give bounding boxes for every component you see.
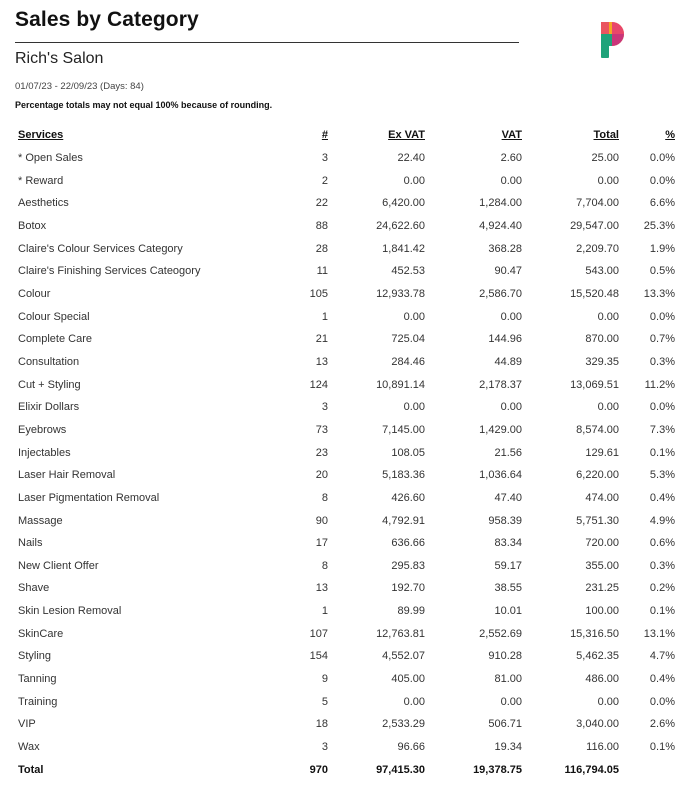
table-row bbox=[15, 147, 678, 170]
cell-ex-vat: 0.00 bbox=[403, 695, 425, 708]
salon-name: Rich's Salon bbox=[15, 50, 104, 67]
table-row bbox=[15, 600, 678, 623]
cell-ex-vat: 452.53 bbox=[391, 265, 425, 278]
cell-ex-vat: 24,622.60 bbox=[376, 219, 425, 232]
cell-total: 870.00 bbox=[585, 333, 619, 346]
cell-vat: 19.34 bbox=[494, 741, 522, 754]
rounding-note: Percentage totals may not equal 100% because of rounding. bbox=[15, 100, 273, 110]
cell-percent: 0.0% bbox=[649, 695, 675, 708]
table-row bbox=[15, 442, 678, 465]
total-label: Total bbox=[18, 763, 44, 776]
cell-percent: 0.0% bbox=[649, 310, 675, 323]
cell-count: 1 bbox=[321, 605, 328, 618]
cell-vat: 144.96 bbox=[488, 333, 522, 346]
cell-total: 543.00 bbox=[585, 265, 619, 278]
cell-vat: 2,178.37 bbox=[479, 378, 522, 391]
table-row bbox=[15, 555, 678, 578]
cell-service-name: SkinCare bbox=[18, 627, 64, 640]
cell-ex-vat: 12,763.81 bbox=[376, 627, 425, 640]
cell-vat: 47.40 bbox=[494, 491, 522, 504]
cell-vat: 2.60 bbox=[500, 152, 522, 164]
cell-vat: 44.89 bbox=[494, 355, 522, 368]
cell-vat: 1,284.00 bbox=[479, 197, 522, 210]
cell-count: 105 bbox=[309, 287, 328, 300]
cell-ex-vat: 725.04 bbox=[391, 333, 425, 346]
cell-count: 13 bbox=[315, 582, 328, 595]
table-total-row bbox=[15, 759, 678, 782]
cell-ex-vat: 0.00 bbox=[403, 401, 425, 414]
table-row bbox=[15, 396, 678, 419]
cell-service-name: Colour Special bbox=[18, 310, 90, 323]
cell-vat: 0.00 bbox=[500, 695, 522, 708]
table-header-row bbox=[15, 123, 678, 147]
table-row bbox=[15, 736, 678, 759]
cell-count: 5 bbox=[321, 695, 328, 708]
title-divider bbox=[15, 42, 519, 43]
table-row bbox=[15, 238, 678, 261]
cell-vat: 958.39 bbox=[488, 514, 522, 527]
cell-ex-vat: 10,891.14 bbox=[376, 378, 425, 391]
table-row bbox=[15, 464, 678, 487]
cell-service-name: Cut + Styling bbox=[18, 378, 81, 391]
table-row bbox=[15, 170, 678, 193]
cell-percent: 0.0% bbox=[649, 401, 675, 414]
cell-total: 0.00 bbox=[597, 401, 619, 414]
table-row bbox=[15, 419, 678, 442]
cell-percent: 13.1% bbox=[643, 627, 675, 640]
cell-count: 21 bbox=[315, 333, 328, 346]
cell-count: 11 bbox=[316, 265, 328, 278]
cell-total: 8,574.00 bbox=[576, 423, 619, 436]
cell-ex-vat: 4,792.91 bbox=[382, 514, 425, 527]
cell-service-name: Claire's Finishing Services Cateogory bbox=[18, 265, 201, 278]
col-header-total: Total bbox=[593, 129, 619, 141]
table-row bbox=[15, 192, 678, 215]
col-header-vat: VAT bbox=[501, 129, 522, 141]
cell-percent: 0.2% bbox=[649, 582, 675, 595]
cell-ex-vat: 295.83 bbox=[391, 559, 425, 572]
cell-percent: 5.3% bbox=[649, 469, 675, 482]
cell-vat: 90.47 bbox=[494, 265, 522, 278]
report-title: Sales by Category bbox=[15, 8, 199, 31]
cell-ex-vat: 89.99 bbox=[397, 605, 425, 618]
cell-total: 5,462.35 bbox=[576, 650, 619, 663]
cell-percent: 4.9% bbox=[649, 514, 675, 527]
cell-count: 9 bbox=[321, 673, 328, 686]
cell-service-name: * Reward bbox=[18, 174, 64, 187]
table-row bbox=[15, 532, 678, 555]
cell-count: 8 bbox=[321, 559, 328, 572]
cell-service-name: Botox bbox=[18, 219, 47, 232]
cell-percent: 11.2% bbox=[644, 378, 675, 391]
cell-service-name: Elixir Dollars bbox=[18, 401, 80, 414]
cell-service-name: Laser Hair Removal bbox=[18, 469, 116, 482]
cell-percent: 0.4% bbox=[649, 673, 675, 686]
cell-total: 15,520.48 bbox=[570, 287, 619, 300]
total-total: 116,794.05 bbox=[564, 763, 619, 776]
cell-ex-vat: 6,420.00 bbox=[382, 197, 425, 210]
cell-percent: 6.6% bbox=[649, 197, 675, 210]
cell-ex-vat: 7,145.00 bbox=[382, 423, 425, 436]
cell-count: 23 bbox=[315, 446, 328, 459]
cell-service-name: Tanning bbox=[18, 673, 57, 686]
cell-service-name: Massage bbox=[18, 514, 63, 527]
cell-vat: 2,586.70 bbox=[479, 287, 522, 300]
col-header-services: Services bbox=[18, 129, 64, 141]
cell-ex-vat: 0.00 bbox=[403, 310, 425, 323]
cell-total: 0.00 bbox=[597, 310, 619, 323]
cell-total: 720.00 bbox=[585, 537, 619, 550]
cell-total: 116.00 bbox=[586, 741, 619, 754]
cell-ex-vat: 192.70 bbox=[391, 582, 425, 595]
cell-ex-vat: 4,552.07 bbox=[382, 650, 425, 663]
p-logo-icon bbox=[594, 18, 630, 60]
cell-count: 90 bbox=[315, 514, 328, 527]
cell-vat: 38.55 bbox=[494, 582, 522, 595]
total-count: 970 bbox=[309, 763, 328, 776]
cell-ex-vat: 22.40 bbox=[397, 152, 425, 164]
cell-service-name: Claire's Colour Services Category bbox=[18, 242, 183, 255]
cell-percent: 0.1% bbox=[649, 605, 675, 618]
table-row bbox=[15, 328, 678, 351]
cell-vat: 2,552.69 bbox=[479, 627, 522, 640]
cell-vat: 0.00 bbox=[500, 174, 522, 187]
cell-count: 2 bbox=[321, 174, 328, 187]
table-row bbox=[15, 577, 678, 600]
cell-ex-vat: 405.00 bbox=[391, 673, 425, 686]
cell-percent: 7.3% bbox=[649, 423, 675, 436]
cell-count: 13 bbox=[315, 355, 328, 368]
table-row bbox=[15, 691, 678, 714]
cell-count: 73 bbox=[315, 423, 328, 436]
cell-service-name: Aesthetics bbox=[18, 197, 69, 210]
table-row bbox=[15, 713, 678, 736]
cell-percent: 1.9% bbox=[649, 242, 675, 255]
cell-service-name: Injectables bbox=[18, 446, 71, 459]
table-row bbox=[15, 374, 678, 397]
cell-service-name: Wax bbox=[18, 741, 40, 754]
cell-service-name: * Open Sales bbox=[18, 152, 83, 164]
cell-total: 13,069.51 bbox=[570, 378, 619, 391]
cell-percent: 0.1% bbox=[649, 741, 675, 754]
cell-service-name: Laser Pigmentation Removal bbox=[18, 491, 160, 504]
cell-percent: 0.3% bbox=[649, 355, 675, 368]
cell-ex-vat: 12,933.78 bbox=[376, 287, 425, 300]
table-row bbox=[15, 645, 678, 668]
cell-total: 6,220.00 bbox=[576, 469, 619, 482]
cell-vat: 368.28 bbox=[488, 242, 522, 255]
cell-vat: 1,036.64 bbox=[479, 469, 522, 482]
cell-service-name: Colour bbox=[18, 287, 51, 300]
table-row bbox=[15, 306, 678, 329]
cell-ex-vat: 636.66 bbox=[391, 537, 425, 550]
cell-service-name: Training bbox=[18, 695, 58, 708]
cell-percent: 4.7% bbox=[649, 650, 675, 663]
cell-service-name: Complete Care bbox=[18, 333, 92, 346]
cell-ex-vat: 0.00 bbox=[403, 174, 425, 187]
cell-vat: 0.00 bbox=[500, 310, 522, 323]
col-header-ex-vat: Ex VAT bbox=[388, 129, 425, 141]
sales-table bbox=[15, 123, 678, 781]
cell-total: 3,040.00 bbox=[576, 718, 619, 731]
cell-count: 88 bbox=[315, 219, 328, 232]
cell-count: 3 bbox=[321, 401, 328, 414]
cell-vat: 4,924.40 bbox=[479, 219, 522, 232]
cell-count: 107 bbox=[309, 627, 328, 640]
cell-total: 474.00 bbox=[585, 491, 619, 504]
cell-percent: 0.4% bbox=[649, 491, 675, 504]
cell-ex-vat: 1,841.42 bbox=[382, 242, 425, 255]
cell-count: 17 bbox=[315, 537, 328, 550]
cell-percent: 0.0% bbox=[649, 174, 675, 187]
total-percent bbox=[622, 759, 678, 782]
cell-total: 231.25 bbox=[585, 582, 619, 595]
table-row bbox=[15, 668, 678, 691]
cell-service-name: Styling bbox=[18, 650, 52, 663]
cell-count: 22 bbox=[315, 197, 328, 210]
cell-vat: 910.28 bbox=[488, 650, 522, 663]
cell-total: 486.00 bbox=[585, 673, 619, 686]
table-row bbox=[15, 351, 678, 374]
table-row bbox=[15, 215, 678, 238]
cell-count: 1 bbox=[321, 310, 328, 323]
total-ex-vat: 97,415.30 bbox=[376, 763, 425, 776]
cell-percent: 0.7% bbox=[649, 333, 675, 346]
cell-vat: 83.34 bbox=[494, 537, 522, 550]
cell-count: 124 bbox=[309, 378, 328, 391]
cell-total: 2,209.70 bbox=[576, 242, 619, 255]
cell-total: 129.61 bbox=[585, 446, 619, 459]
cell-percent: 13.3% bbox=[643, 287, 675, 300]
cell-ex-vat: 96.66 bbox=[397, 741, 425, 754]
cell-percent: 25.3% bbox=[643, 219, 675, 232]
cell-ex-vat: 284.46 bbox=[391, 355, 425, 368]
cell-total: 15,316.50 bbox=[570, 627, 619, 640]
table-row bbox=[15, 260, 678, 283]
cell-service-name: Shave bbox=[18, 582, 50, 595]
col-header-percent: % bbox=[665, 129, 675, 141]
cell-service-name: Skin Lesion Removal bbox=[18, 605, 122, 618]
date-range: 01/07/23 - 22/09/23 (Days: 84) bbox=[15, 81, 144, 92]
cell-ex-vat: 2,533.29 bbox=[382, 718, 425, 731]
cell-percent: 2.6% bbox=[649, 718, 675, 731]
cell-count: 8 bbox=[321, 491, 328, 504]
cell-count: 154 bbox=[309, 650, 328, 663]
cell-total: 329.35 bbox=[585, 355, 619, 368]
cell-total: 355.00 bbox=[585, 559, 619, 572]
cell-service-name: New Client Offer bbox=[18, 559, 99, 572]
cell-vat: 21.56 bbox=[494, 446, 522, 459]
col-header-count: # bbox=[321, 129, 328, 141]
cell-vat: 81.00 bbox=[494, 673, 522, 686]
table-row bbox=[15, 283, 678, 306]
table-row bbox=[15, 510, 678, 533]
cell-total: 25.00 bbox=[591, 152, 619, 164]
cell-ex-vat: 426.60 bbox=[391, 491, 425, 504]
cell-vat: 1,429.00 bbox=[479, 423, 522, 436]
cell-total: 100.00 bbox=[585, 605, 619, 618]
cell-service-name: Nails bbox=[18, 537, 43, 550]
cell-percent: 0.6% bbox=[649, 537, 675, 550]
cell-percent: 0.5% bbox=[649, 265, 675, 278]
cell-count: 3 bbox=[321, 152, 328, 164]
cell-total: 0.00 bbox=[597, 174, 619, 187]
total-vat: 19,378.75 bbox=[473, 763, 522, 776]
cell-ex-vat: 108.05 bbox=[391, 446, 425, 459]
cell-service-name: Eyebrows bbox=[18, 423, 67, 436]
cell-total: 0.00 bbox=[597, 695, 619, 708]
cell-total: 29,547.00 bbox=[570, 219, 619, 232]
table-row bbox=[15, 623, 678, 646]
cell-count: 18 bbox=[315, 718, 328, 731]
cell-count: 20 bbox=[315, 469, 328, 482]
cell-percent: 0.0% bbox=[649, 152, 675, 164]
cell-vat: 10.01 bbox=[494, 605, 522, 618]
cell-service-name: Consultation bbox=[18, 355, 80, 368]
cell-ex-vat: 5,183.36 bbox=[382, 469, 425, 482]
cell-total: 5,751.30 bbox=[576, 514, 619, 527]
cell-percent: 0.3% bbox=[649, 559, 675, 572]
table-row bbox=[15, 487, 678, 510]
cell-count: 28 bbox=[315, 242, 328, 255]
cell-percent: 0.1% bbox=[649, 446, 675, 459]
cell-vat: 506.71 bbox=[488, 718, 522, 731]
cell-total: 7,704.00 bbox=[576, 197, 619, 210]
cell-vat: 59.17 bbox=[494, 559, 522, 572]
cell-vat: 0.00 bbox=[500, 401, 522, 414]
cell-service-name: VIP bbox=[18, 718, 36, 731]
cell-count: 3 bbox=[321, 741, 328, 754]
